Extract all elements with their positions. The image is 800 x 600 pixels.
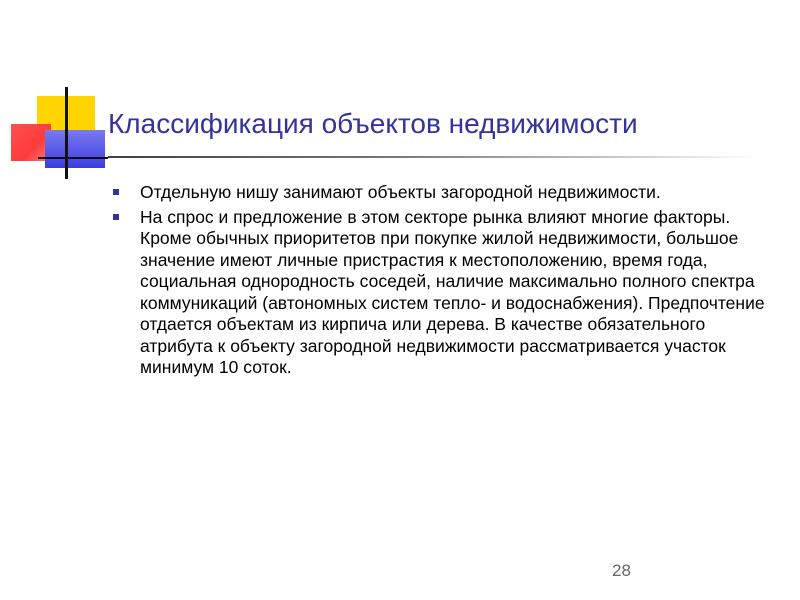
logo-vertical-line <box>65 87 68 179</box>
bullet-item <box>112 207 772 379</box>
logo-horizontal-line <box>38 157 108 159</box>
logo-blue-square <box>45 130 105 168</box>
slide-title: Классификация объектов недвижимости <box>108 108 638 139</box>
bullet-list <box>112 182 772 382</box>
bullet-text: На спрос и предложение в этом секторе рынка влияют многие факторы. Кроме обычных приоритетов при покупке жилой недвижимости, большое значение имеют личные пристрастия к местоположению, время года, социальная однородность соседей, наличие максимально полного спектра коммуникаций (автономных систем тепло- и водоснабжения). Предпочтение отдается объектам из кирпича или дерева. В качестве обязательного атрибута к объекту загородной недвижимости рассматривается участок минимум 10 соток. <box>140 206 765 377</box>
title-divider <box>108 156 758 158</box>
decorative-logo <box>0 0 120 190</box>
slide-number: 28 <box>612 561 631 580</box>
square-bullet-icon <box>113 214 119 220</box>
bullet-text: Отдельную нишу занимают объекты загородной недвижимости. <box>140 182 661 202</box>
square-bullet-icon <box>113 189 119 195</box>
bullet-item <box>112 182 772 204</box>
